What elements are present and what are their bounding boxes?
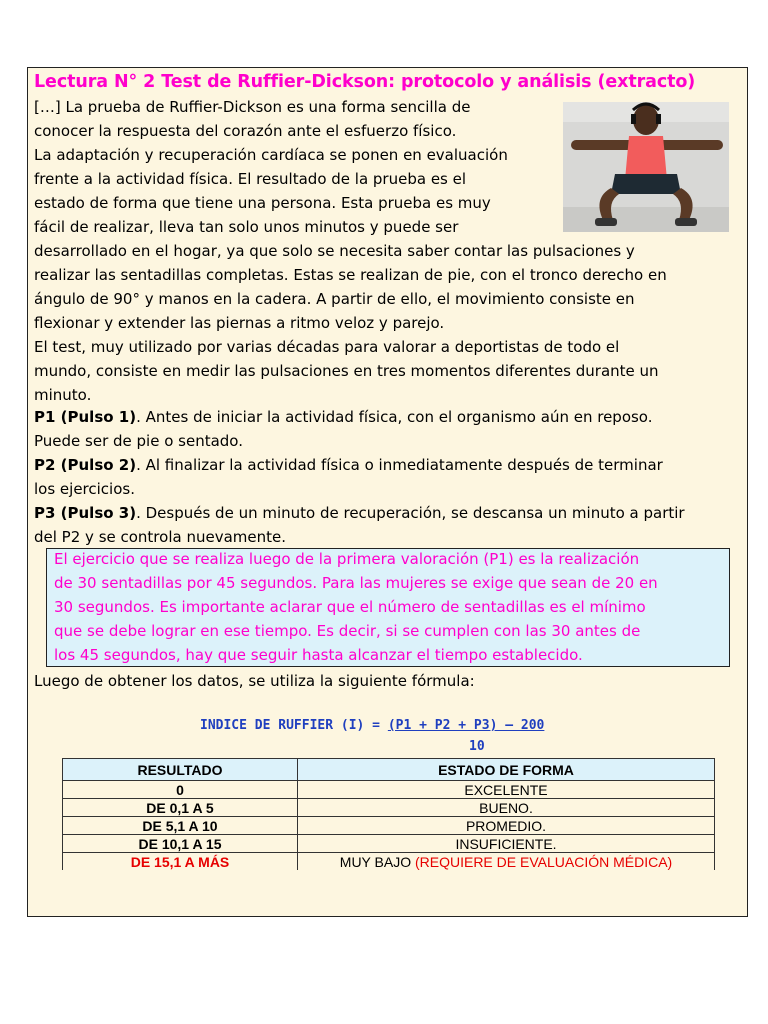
- table-row: [63, 817, 715, 835]
- intro-line: estado de forma que tiene una persona. Esta prueba es muy: [34, 194, 491, 212]
- pulse-2-text-cont: los ejercicios.: [34, 480, 135, 498]
- exercise-note-line: de 30 sentadillas por 45 segundos. Para las mujeres se exige que sean de 20 en: [54, 574, 658, 592]
- table-row: [63, 781, 715, 799]
- pulse-3-text-cont: del P2 y se controla nuevamente.: [34, 528, 286, 546]
- intro-line: mundo, consiste en medir las pulsaciones en tres momentos diferentes durante un: [34, 362, 659, 380]
- state-cell: EXCELENTE: [298, 781, 715, 799]
- result-cell: DE 15,1 A MÁS: [63, 853, 298, 871]
- formula-denominator: 10: [469, 739, 485, 754]
- intro-line: El test, muy utilizado por varias décadas para valorar a deportistas de todo el: [34, 338, 620, 356]
- pulse-2-item: [34, 454, 663, 478]
- intro-line: realizar las sentadillas completas. Estas se realizan de pie, con el tronco derecho en: [34, 266, 667, 284]
- pulse-2-text: . Al finalizar la actividad física o inmediatamente después de terminar: [136, 456, 663, 474]
- intro-line: minuto.: [34, 386, 92, 404]
- table-row: [63, 853, 715, 871]
- result-cell: DE 5,1 A 10: [63, 817, 298, 835]
- intro-line: frente a la actividad física. El resultado de la prueba es el: [34, 170, 467, 188]
- intro-line: La adaptación y recuperación cardíaca se ponen en evaluación: [34, 146, 508, 164]
- result-cell: 0: [63, 781, 298, 799]
- intro-line: flexionar y extender las piernas a ritmo veloz y parejo.: [34, 314, 445, 332]
- intro-line: […] La prueba de Ruffier-Dickson es una forma sencilla de: [34, 98, 471, 116]
- column-header-state: ESTADO DE FORMA: [298, 759, 715, 781]
- document-title: Lectura N° 2 Test de Ruffier-Dickson: protocolo y análisis (extracto): [34, 72, 696, 92]
- exercise-note-line: El ejercicio que se realiza luego de la primera valoración (P1) es la realización: [54, 550, 640, 568]
- formula-numerator: (P1 + P2 + P3) – 200: [387, 718, 545, 733]
- intro-line: conocer la respuesta del corazón ante el esfuerzo físico.: [34, 122, 457, 140]
- formula-left: INDICE DE RUFFIER (I) =: [200, 718, 388, 733]
- result-cell: DE 10,1 A 15: [63, 835, 298, 853]
- intro-line: fácil de realizar, lleva tan solo unos minutos y puede ser: [34, 218, 459, 236]
- exercise-note-line: los 45 segundos, hay que seguir hasta alcanzar el tiempo establecido.: [54, 646, 583, 664]
- pulse-1-item: [34, 406, 653, 430]
- pulse-2-label: P2 (Pulso 2): [34, 456, 137, 474]
- state-cell: BUENO.: [298, 799, 715, 817]
- results-table: [62, 758, 715, 870]
- squat-photo: [563, 102, 729, 232]
- exercise-note-line: 30 segundos. Es importante aclarar que el número de sentadillas es el mínimo: [54, 598, 646, 616]
- table-header-row: [63, 759, 715, 781]
- result-cell: DE 0,1 A 5: [63, 799, 298, 817]
- formula-intro: Luego de obtener los datos, se utiliza la siguiente fórmula:: [34, 672, 475, 690]
- pulse-3-text: . Después de un minuto de recuperación, se descansa un minuto a partir: [136, 504, 685, 522]
- column-header-result: RESULTADO: [63, 759, 298, 781]
- table-row: [63, 799, 715, 817]
- ruffier-formula: [200, 718, 544, 733]
- state-cell: [298, 853, 715, 871]
- pulse-3-label: P3 (Pulso 3): [34, 504, 137, 522]
- intro-line: desarrollado en el hogar, ya que solo se necesita saber contar las pulsaciones y: [34, 242, 635, 260]
- exercise-note-line: que se debe lograr en ese tiempo. Es decir, si se cumplen con las 30 antes de: [54, 622, 641, 640]
- pulse-3-item: [34, 502, 685, 526]
- state-text: MUY BAJO: [339, 853, 415, 870]
- pulse-1-text-cont: Puede ser de pie o sentado.: [34, 432, 243, 450]
- medical-warning: (REQUIERE DE EVALUACIÓN MÉDICA): [414, 853, 673, 870]
- state-cell: INSUFICIENTE.: [298, 835, 715, 853]
- state-cell: PROMEDIO.: [298, 817, 715, 835]
- intro-line: ángulo de 90° y manos en la cadera. A partir de ello, el movimiento consiste en: [34, 290, 635, 308]
- pulse-1-label: P1 (Pulso 1): [34, 408, 137, 426]
- pulse-1-text: . Antes de iniciar la actividad física, con el organismo aún en reposo.: [136, 408, 653, 426]
- table-row: [63, 835, 715, 853]
